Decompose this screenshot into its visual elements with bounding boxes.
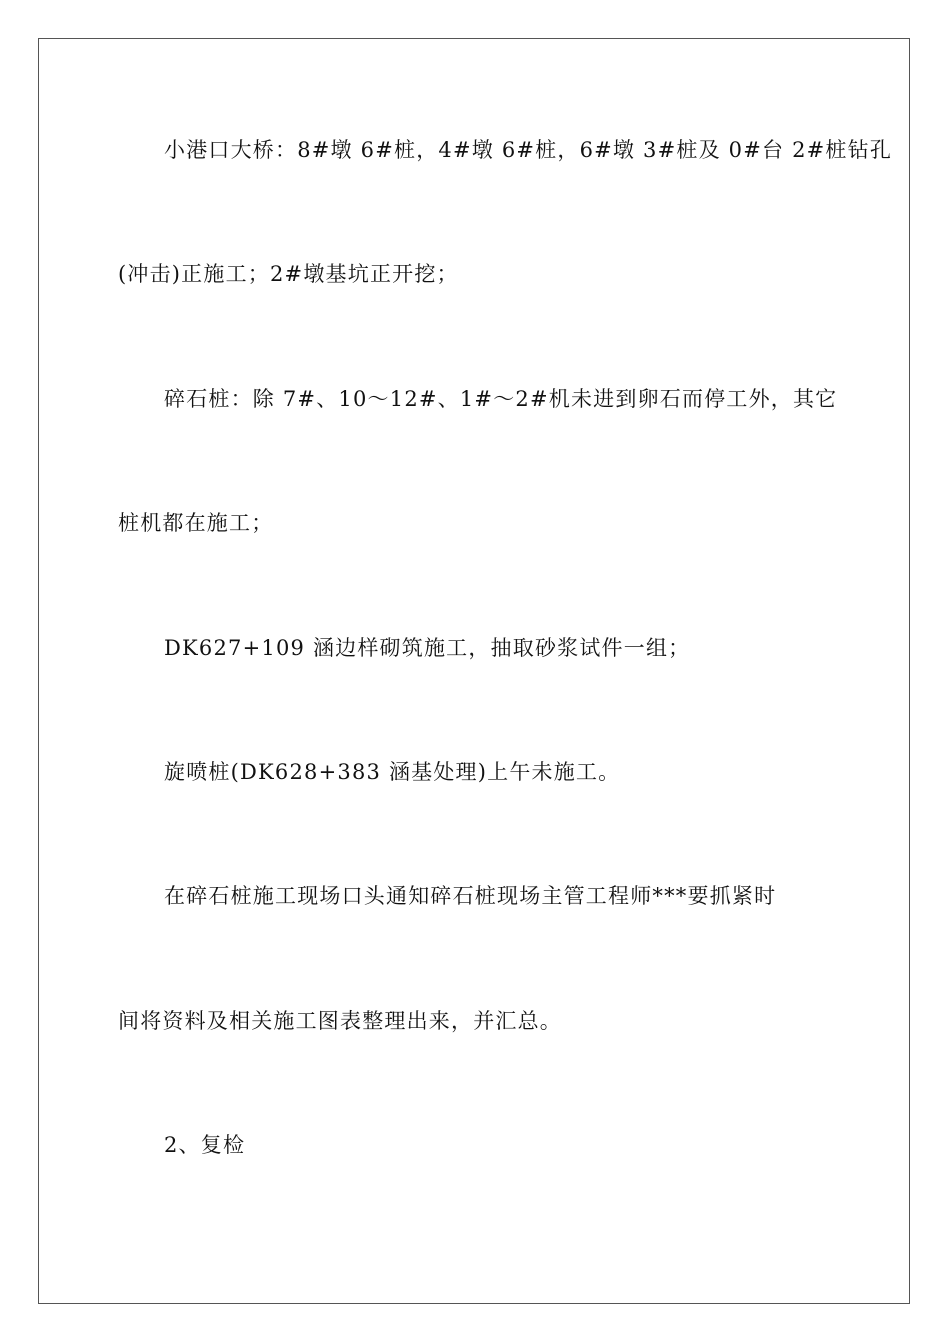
paragraph-jet-grouting-pile: 旋喷桩(DK628+383 涵基处理)上午未施工。 <box>164 760 621 784</box>
paragraph-notice-line-2: 间将资料及相关施工图表整理出来，并汇总。 <box>118 1009 562 1033</box>
page-border <box>38 38 910 1304</box>
section-heading-recheck: 2、复检 <box>164 1133 246 1157</box>
paragraph-culvert-masonry: DK627+109 涵边样砌筑施工，抽取砂浆试件一组； <box>164 636 691 660</box>
paragraph-notice-line-1: 在碎石桩施工现场口头通知碎石桩现场主管工程师***要抓紧时 <box>164 884 777 908</box>
paragraph-bridge-line-2: (冲击)正施工；2#墩基坑正开挖； <box>118 262 459 286</box>
paragraph-gravel-pile-line-1: 碎石桩：除 7#、10～12#、1#～2#机未进到卵石而停工外，其它 <box>164 387 838 411</box>
paragraph-bridge-line-1: 小港口大桥：8#墩 6#桩，4#墩 6#桩，6#墩 3#桩及 0#台 2#桩钻孔 <box>164 138 893 162</box>
paragraph-gravel-pile-line-2: 桩机都在施工； <box>118 511 274 535</box>
